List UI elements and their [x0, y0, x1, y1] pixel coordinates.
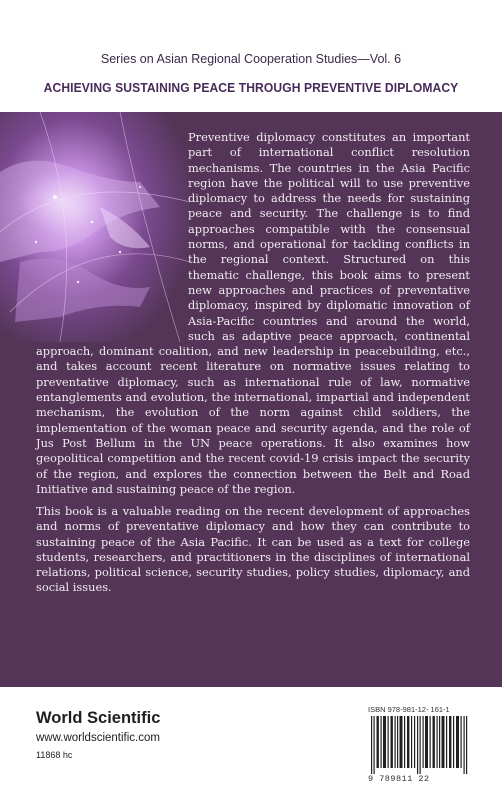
barcode-icon	[368, 716, 476, 774]
publisher-url: www.worldscientific.com	[36, 732, 160, 744]
series-line: Series on Asian Regional Cooperation Studies—Vol. 6	[100, 52, 402, 66]
barcode-block	[368, 705, 478, 785]
blurb-paragraph-1: Preventive diplomacy constitutes an important part of international conflict resolution mechanisms. The countries in the Asia Pacific region have the political will to use preventive diplomacy to address the needs for sustaining peace and security. The challenge is to find approaches compatible with the consensual norms, and operational for tackling conflicts in the regional context. Structured on this thematic challenge, this book aims to present new approaches and practices of preventative diplomacy, inspired by diplomatic innovation of Asia-Pacific countries and around the world, such as adaptive peace approach, continental approach, dominant coalition, and new leadership in peacebuilding, etc., and takes account recent literature on normative issues relating to preventative diplomacy, such as international rule of law, normative entanglements and evolution, the international, impartial and independent mechanism, the evolution of the norm against child soldiers, the implementation of the woman peace and security agenda, and the role of Jus Post Bellum in the UN peace operations. It also examines how geopolitical competition and the recent covid-19 crisis impact the security of the region, and explores the connection between the Belt and Road Initiative and sustaining peace of the region.	[36, 130, 470, 496]
blurb-paragraph-2: This book is a valuable reading on the recent development of approaches and norms of preventative diplomacy and how they can contribute to sustaining peace of the Asia Pacific. It can be used as a text for college students, researchers, and practitioners in the disciplines of international relations, political science, security studies, policy studies, diplomacy, and social issues.	[36, 504, 470, 595]
publisher-name: World Scientific	[36, 709, 161, 727]
barcode-number: 9 789811 22	[368, 774, 430, 784]
product-code: 11868 hc	[36, 750, 73, 760]
blurb-panel	[0, 112, 502, 687]
book-title: ACHIEVING SUSTAINING PEACE THROUGH PREVENTIVE DIPLOMACY	[43, 80, 459, 95]
isbn-label: ISBN 978-981-12- 161-1	[368, 705, 450, 714]
footer-area	[0, 687, 502, 800]
